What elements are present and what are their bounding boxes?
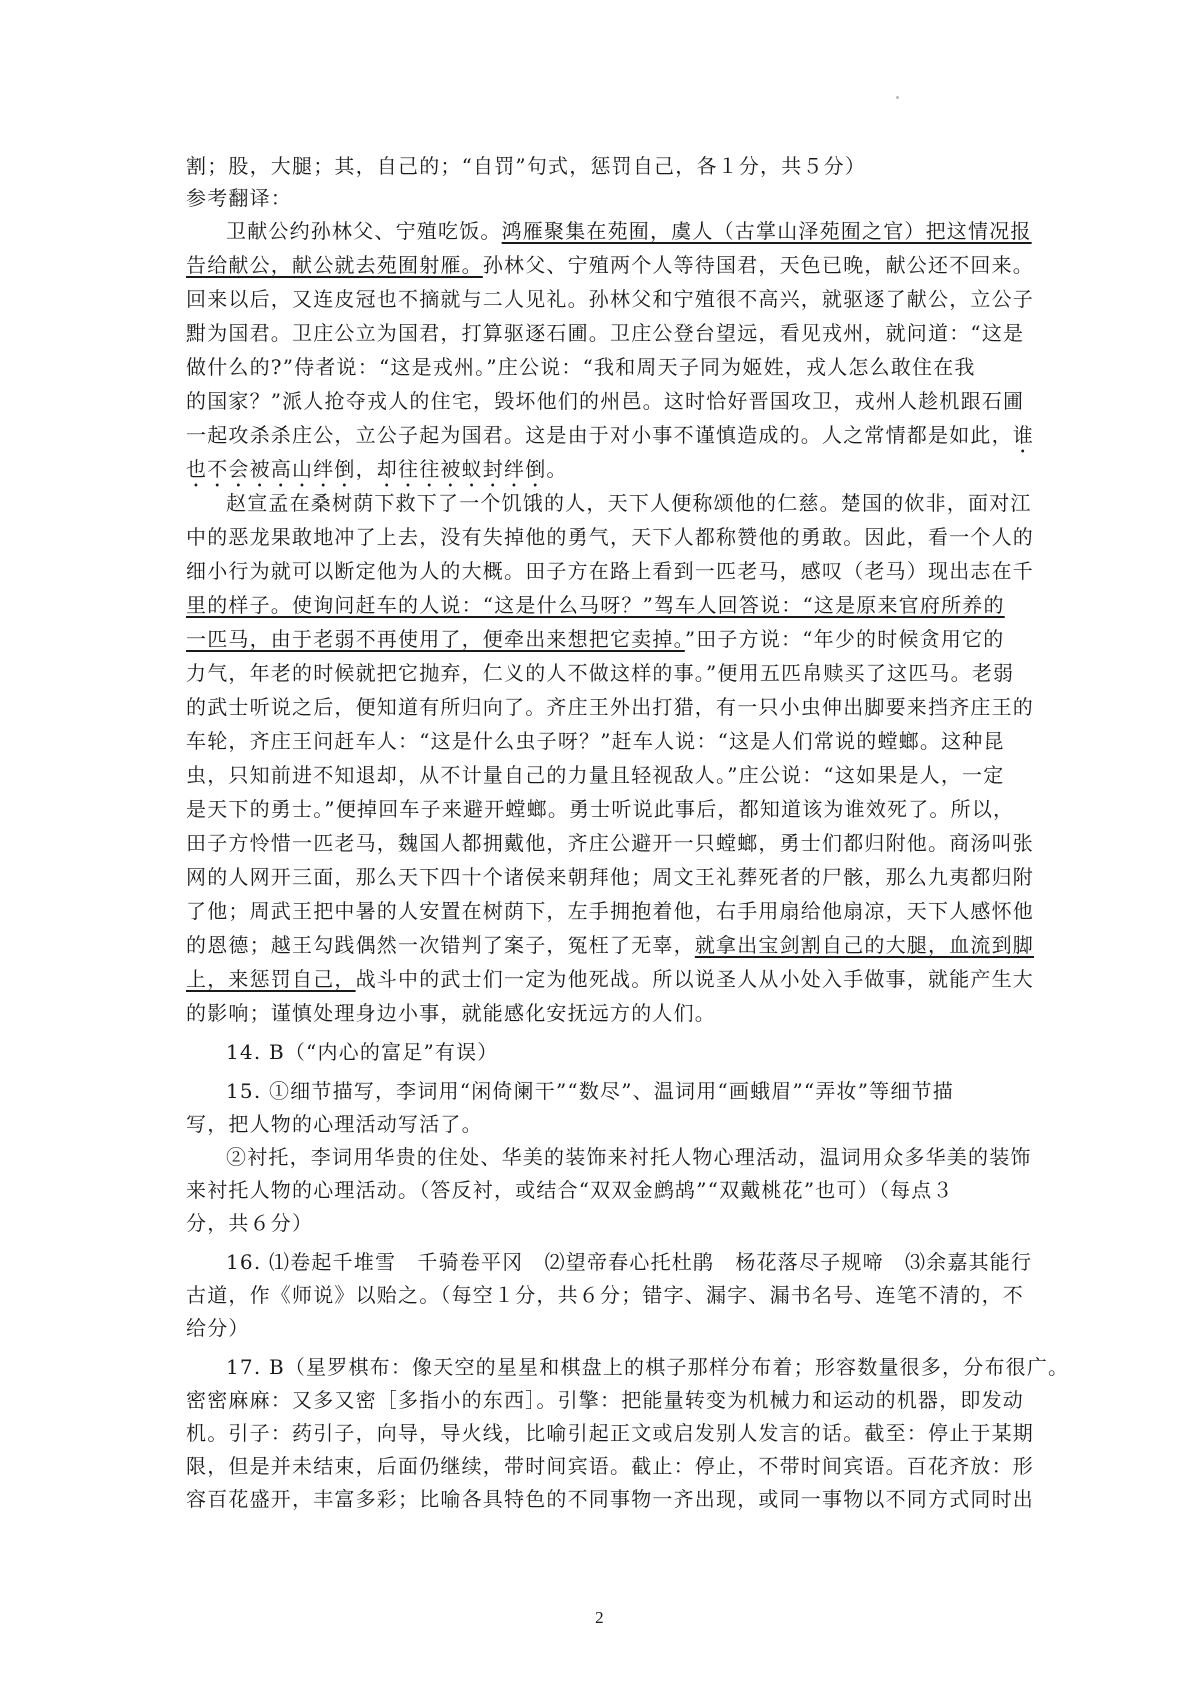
scan-speck: [896, 96, 899, 99]
text-line: [186, 214, 1032, 248]
text-line: [186, 350, 1026, 384]
line-text: 田子方怜惜一匹老马，魏国人都拥戴他，齐庄公避开一只螳螂，勇士们都归附他。商汤叫张: [186, 831, 1034, 855]
text-line: [186, 520, 1034, 554]
text-line: [186, 384, 1026, 418]
line-text: 一起攻杀杀庄公，立公子起为国君。这是由于对小事不谨慎造成的。人之常情都是如此，: [186, 423, 1013, 447]
page-body: [186, 150, 1070, 1516]
underlined-text: 里的样子。使询问赶车的人说：“这是什么马呀？”驾车人回答说：“这是原来官府所养的: [186, 593, 1005, 617]
line-text: 网的人网开三面，那么天下四十个诸侯来朝拜他；周文王礼葬死者的尸骸，那么九夷都归附: [186, 865, 1034, 889]
line-text: 是天下的勇士。”便掉回车子来避开螳螂。勇士听说此事后，都知道该为谁效死了。所以，: [186, 797, 1015, 821]
line-text: 机。引子：药引子，向导，导火线，比喻引起正文或启发别人发言的话。截至：停止于某期: [186, 1421, 1034, 1445]
text-line: [186, 554, 1034, 588]
text-line: [186, 758, 1026, 792]
line-text: 细小行为就可以断定他为人的大概。田子方在路上看到一匹老马，感叹（老马）现出志在千: [186, 559, 1034, 583]
line-text: 分，共６分）: [186, 1211, 314, 1235]
line-text: 做什么的?”侍者说：“这是戎州。”庄公说：“我和周天子同为姬姓，戎人怎么敢住在我: [186, 355, 976, 379]
text-line: [186, 860, 1034, 894]
line-text: 14. B（“内心的富足”有误）: [226, 1040, 499, 1064]
line-text: 中的恶龙果敢地冲了上去，没有失掉他的勇气，天下人都称赞他的勇敢。因此，看一个人的: [186, 525, 1034, 549]
text-line: [186, 452, 1026, 486]
text-line: [186, 1246, 1033, 1279]
line-text: 的武士听说之后，便知道有所归向了。齐庄王外出打猎，有一只小虫伸出脚要来挡齐庄王的: [186, 695, 1034, 719]
text-line: [186, 928, 1035, 962]
line-text: 的国家？”派人抢夺戎人的住宅，毁坏他们的州邑。这时恰好晋国攻卫，戎州人趁机跟石圃: [186, 389, 1025, 413]
text-line: [186, 1036, 1026, 1069]
text-line: [186, 1141, 1032, 1174]
line-text: 参考翻译：: [186, 186, 292, 210]
text-line: [186, 1417, 1034, 1450]
text-line: [186, 962, 1035, 996]
line-text: ”田子方说：“年少的时候贪用它的: [684, 627, 1005, 651]
text-line: [186, 1075, 1026, 1108]
text-line: [186, 182, 1026, 214]
text-line: [186, 1108, 1026, 1141]
text-line: [186, 894, 1034, 928]
text-line: [186, 1312, 1026, 1345]
line-text: 赵宣孟在桑树荫下救下了一个饥饿的人，天下人便称颂他的仁慈。楚国的佽非，面对江: [226, 491, 1032, 515]
text-line: [186, 792, 1026, 826]
text-line: [186, 1207, 1026, 1240]
line-text: 黚为国君。卫庄公立为国君，打算驱逐石圃。卫庄公登台望远，看见戎州，就问道：“这是: [186, 321, 1025, 345]
line-text: 战斗中的武士们一定为他死战。所以说圣人从小处入手做事，就能产生大: [355, 967, 1035, 991]
text-line: [186, 418, 1035, 452]
underlined-text: 上，来惩罚自己，: [186, 967, 356, 991]
text-line: [186, 316, 1026, 350]
underlined-text: 告给献公，献公就去苑囿射雁。: [186, 253, 483, 277]
line-text: 力气，年老的时候就把它抛弃，仁义的人不做这样的事。”便用五匹帛赎买了这匹马。老弱: [186, 661, 1015, 685]
text-line: [186, 1483, 1034, 1516]
line-text: 的影响；谨慎处理身边小事，就能感化安抚远方的人们。: [186, 1001, 716, 1025]
text-line: [186, 656, 1026, 690]
line-text: 给分）: [186, 1316, 250, 1340]
text-line: [186, 622, 1026, 656]
text-line: [186, 1351, 1070, 1384]
line-text: 孙林父、宁殖两个人等待国君，天色已晚，献公还不回来。: [482, 253, 1035, 277]
text-line: [186, 248, 1035, 282]
line-text: 车轮，齐庄王问赶车人：“这是什么虫子呀？”赶车人说：“这是人们常说的螳螂。这种昆: [186, 729, 1005, 753]
line-text: 来衬托人物的心理活动。（答反衬，或结合“双双金鹧鸪”“双戴桃花”也可）（每点３: [186, 1178, 954, 1202]
line-text: 虫，只知前进不知退却，从不计量自己的力量且轻视敌人。”庄公说：“这如果是人，一定: [186, 763, 1005, 787]
text-line: [186, 1384, 1026, 1417]
line-text: 容百花盛开，丰富多彩；比喻各具特色的不同事物一齐出现，或同一事物以不同方式同时出: [186, 1487, 1034, 1511]
text-line: [186, 1450, 1034, 1483]
page-number: 2: [595, 1608, 605, 1627]
line-text: 的恩德；越王勾践偶然一次错判了案子，冤枉了无辜，: [186, 933, 695, 957]
text-line: [186, 690, 1034, 724]
line-text: 密密麻麻：又多又密［多指小的东西］。引擎：把能量转变为机械力和运动的机器，即发动: [186, 1388, 1024, 1412]
underlined-text: 就拿出宝剑割自己的大腿，血流到脚: [694, 933, 1035, 957]
text-line: [186, 486, 1032, 520]
text-line: [186, 150, 1026, 182]
line-text: 卫献公约孙林父、宁殖吃饭。: [226, 219, 502, 243]
line-text: 写，把人物的心理活动写活了。: [186, 1112, 483, 1136]
text-line: [186, 588, 1026, 622]
line-text: 16. ⑴卷起千堆雪 千骑卷平冈 ⑵望帝春心托杜鹃 杨花落尽子规啼 ⑶余嘉其能行: [226, 1250, 1033, 1274]
text-line: [186, 826, 1034, 860]
line-text: 15. ①细节描写，李词用“闲倚阑干”“数尽”、温词用“画蛾眉”“弄妆”等细节描: [226, 1079, 954, 1103]
emphasized-text: 也不会被高山绊倒，却往往被蚁封绊倒。: [186, 457, 568, 481]
underlined-text: 鸿雁聚集在苑囿，虞人（古掌山泽苑囿之官）把这情况报: [501, 219, 1032, 243]
underlined-text: 一匹马，由于老弱不再使用了，便牵出来想把它卖掉。: [186, 627, 685, 651]
text-line: [186, 282, 1034, 316]
line-text: 古道，作《师说》以贻之。（每空１分，共６分；错字、漏字、漏书名号、连笔不清的，不: [186, 1283, 1024, 1307]
line-text: ②衬托，李词用华贵的住处、华美的装饰来衬托人物心理活动，温词用众多华美的装饰: [226, 1145, 1032, 1169]
text-line: [186, 1174, 1026, 1207]
text-line: [186, 724, 1026, 758]
line-text: 了他；周武王把中暑的人安置在树荫下，左手拥抱着他，右手用扇给他扇凉，天下人感怀他: [186, 899, 1034, 923]
line-text: 割；股，大腿；其，自己的；“自罚”句式，惩罚自己，各１分，共５分）: [186, 154, 867, 178]
line-text: 限，但是并未结束，后面仍继续，带时间宾语。截止：停止，不带时间宾语。百花齐放：形: [186, 1454, 1034, 1478]
text-line: [186, 996, 1026, 1030]
emphasized-text: 谁: [1012, 423, 1035, 447]
text-line: [186, 1279, 1026, 1312]
line-text: 回来以后，又连皮冠也不摘就与二人见礼。孙林父和宁殖很不高兴，就驱逐了献公，立公子: [186, 287, 1034, 311]
line-text: 17. B（星罗棋布：像天空的星星和棋盘上的棋子那样分布着；形容数量很多，分布很广。: [226, 1355, 1070, 1379]
